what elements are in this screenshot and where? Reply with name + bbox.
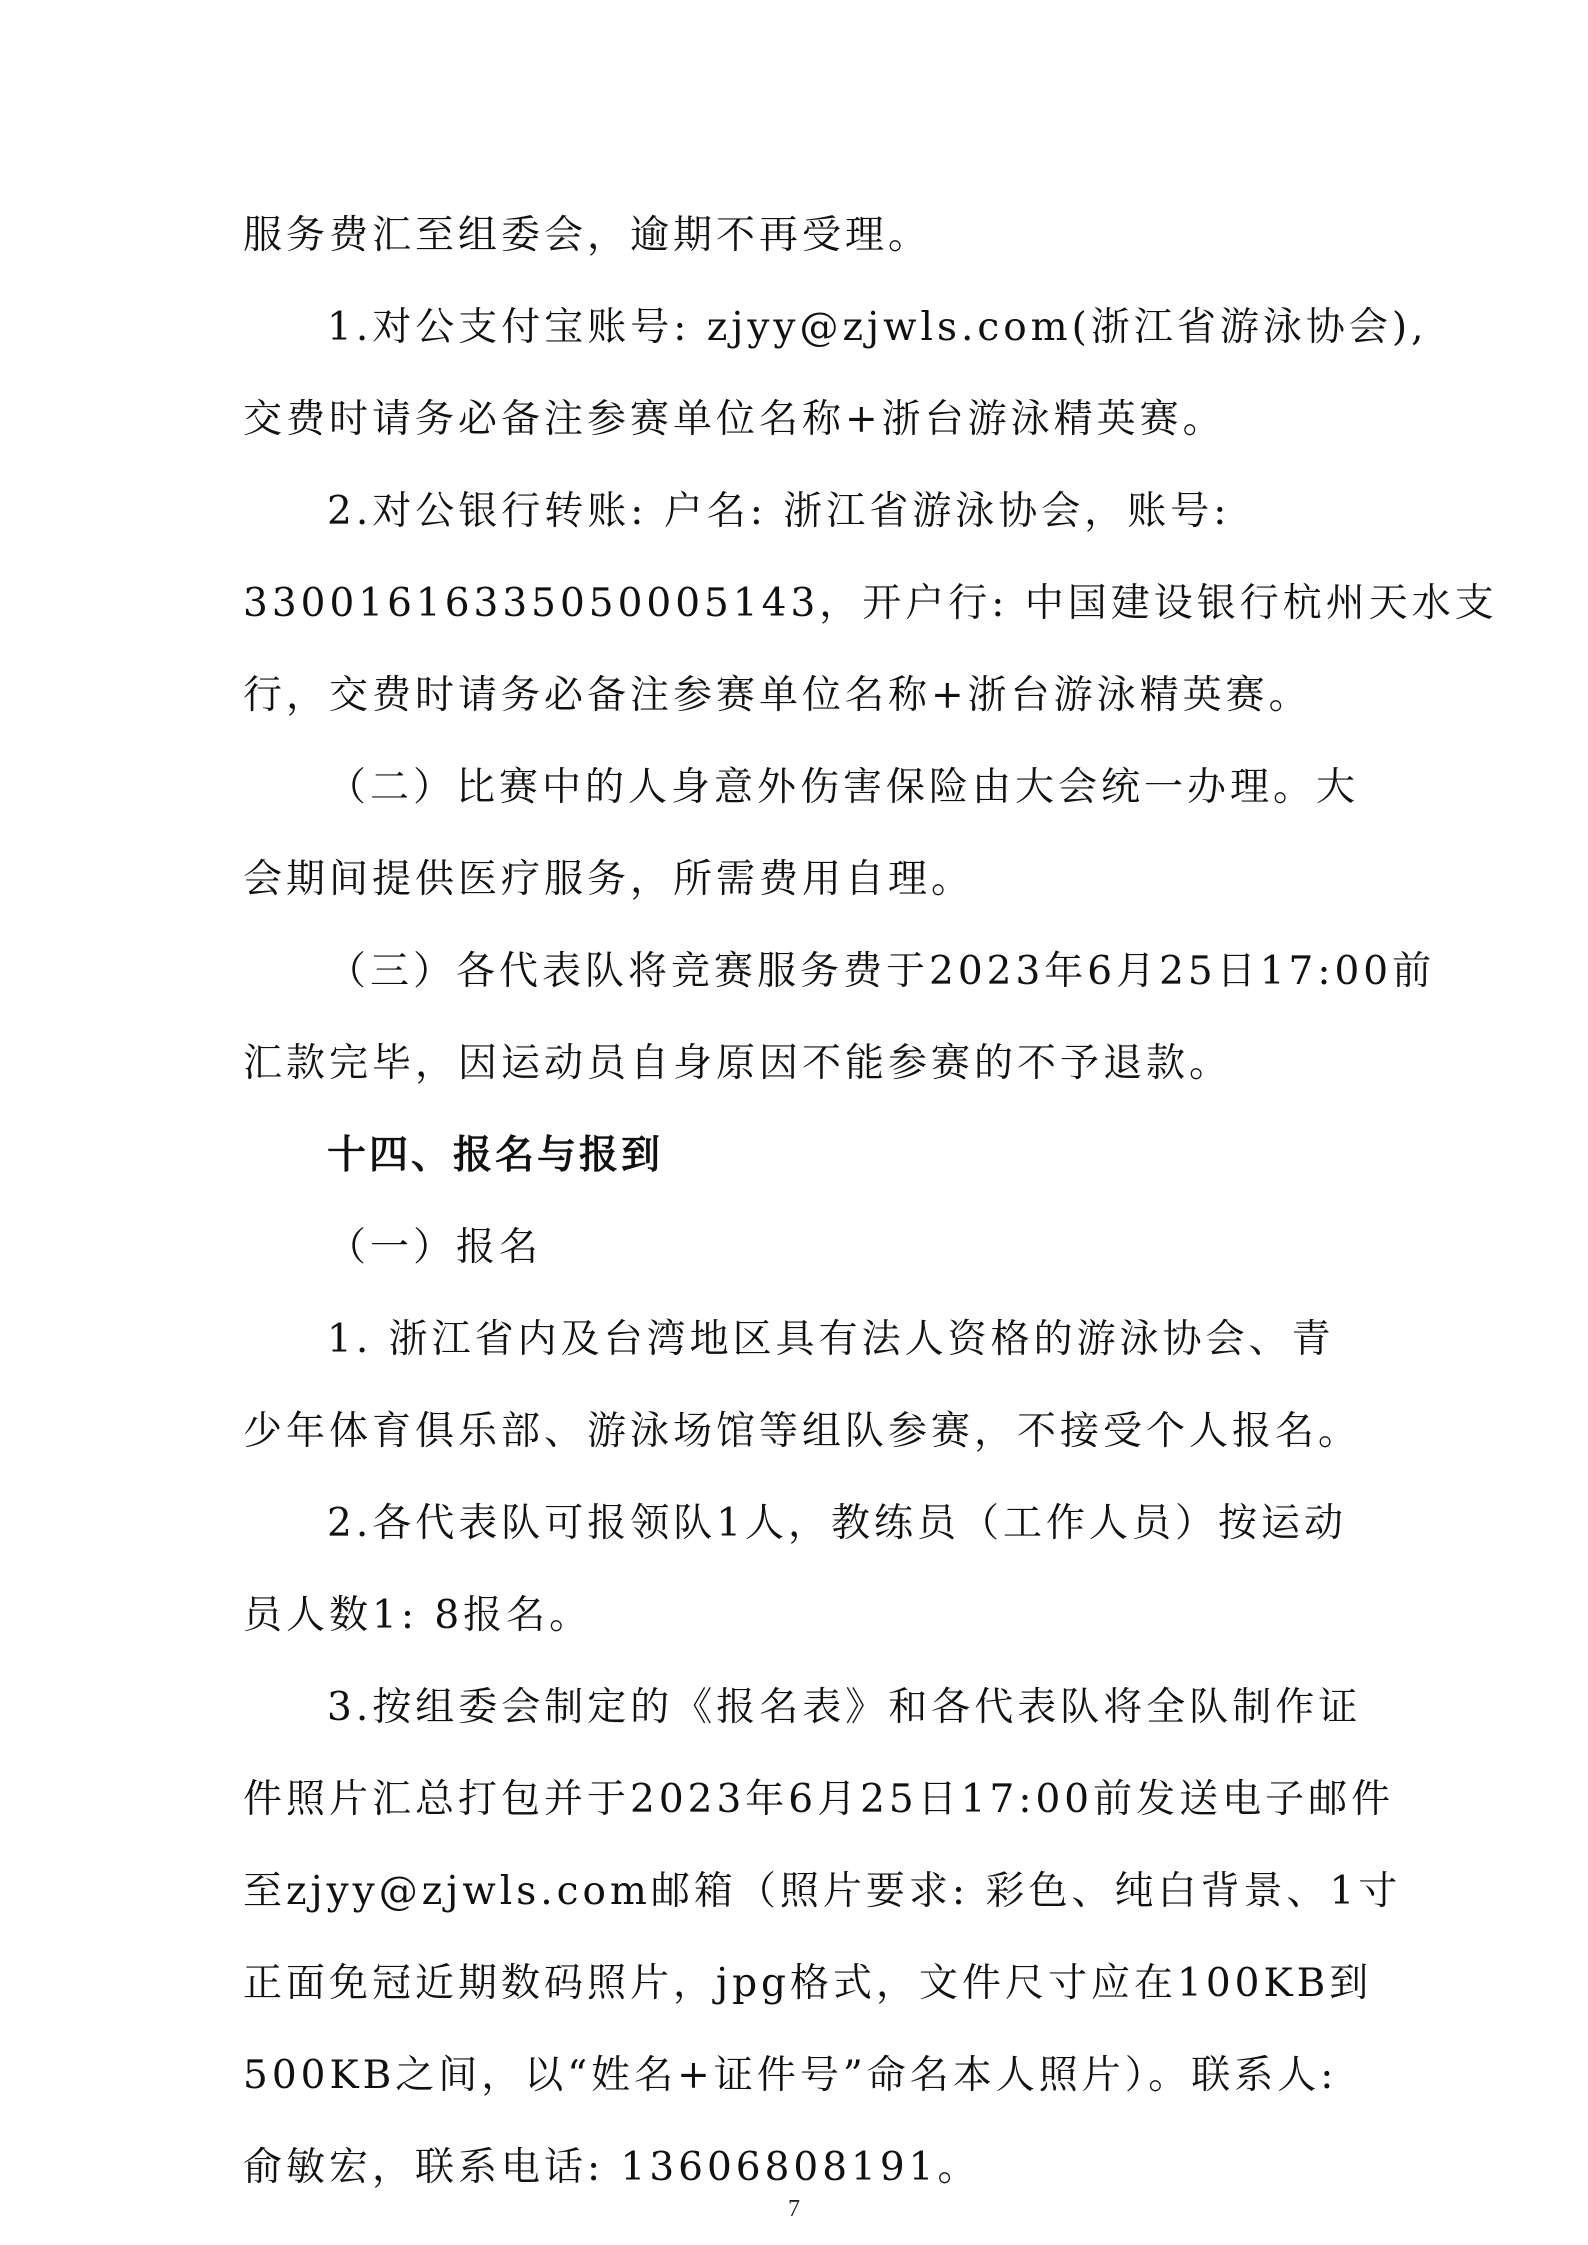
paragraph-line: 至zjyy@zjwls.com邮箱（照片要求: 彩色、纯白背景、1寸 bbox=[243, 1869, 1402, 1914]
paragraph-line: 汇款完毕，因运动员自身原因不能参赛的不予退款。 bbox=[243, 1041, 1233, 1086]
section-heading: 十四、报名与报到 bbox=[327, 1133, 664, 1178]
paragraph-line: 2.对公银行转账: 户名: 浙江省游泳协会，账号: bbox=[327, 489, 1231, 534]
paragraph-line: 1. 浙江省内及台湾地区具有法人资格的游泳协会、青 bbox=[327, 1317, 1335, 1362]
paragraph-line: 件照片汇总打包并于2023年6月25日17:00前发送电子邮件 bbox=[243, 1777, 1395, 1822]
paragraph-line: 俞敏宏，联系电话: 13606808191。 bbox=[243, 2145, 981, 2190]
paragraph-line: 会期间提供医疗服务，所需费用自理。 bbox=[243, 857, 975, 902]
paragraph-line: 3.按组委会制定的《报名表》和各代表队将全队制作证 bbox=[327, 1685, 1362, 1730]
paragraph-line: 服务费汇至组委会，逾期不再受理。 bbox=[243, 213, 932, 258]
paragraph-line: （二）比赛中的人身意外伤害保险由大会统一办理。大 bbox=[327, 765, 1360, 810]
paragraph-line: 500KB之间，以“姓名+证件号”命名本人照片）。联系人: bbox=[243, 2053, 1338, 2098]
paragraph-line: 正面免冠近期数码照片，jpg格式，文件尺寸应在100KB到 bbox=[243, 1961, 1373, 2006]
page-number: 7 bbox=[788, 2196, 800, 2222]
paragraph-line: 33001616335050005143，开户行: 中国建设银行杭州天水支 bbox=[243, 581, 1498, 626]
paragraph-line: 交费时请务必备注参赛单位名称+浙台游泳精英赛。 bbox=[243, 397, 1226, 442]
paragraph-line: 员人数1: 8报名。 bbox=[243, 1593, 593, 1638]
paragraph-line: 1.对公支付宝账号: zjyy@zjwls.com(浙江省游泳协会), bbox=[327, 305, 1428, 350]
paragraph-line: 2.各代表队可报领队1人，教练员（工作人员）按运动 bbox=[327, 1501, 1348, 1546]
paragraph-line: （三）各代表队将竞赛服务费于2023年6月25日17:00前 bbox=[327, 949, 1436, 994]
paragraph-line: 少年体育俱乐部、游泳场馆等组队参赛，不接受个人报名。 bbox=[243, 1409, 1362, 1454]
subsection-heading: （一）报名 bbox=[327, 1225, 543, 1270]
paragraph-line: 行，交费时请务必备注参赛单位名称+浙台游泳精英赛。 bbox=[243, 673, 1312, 718]
